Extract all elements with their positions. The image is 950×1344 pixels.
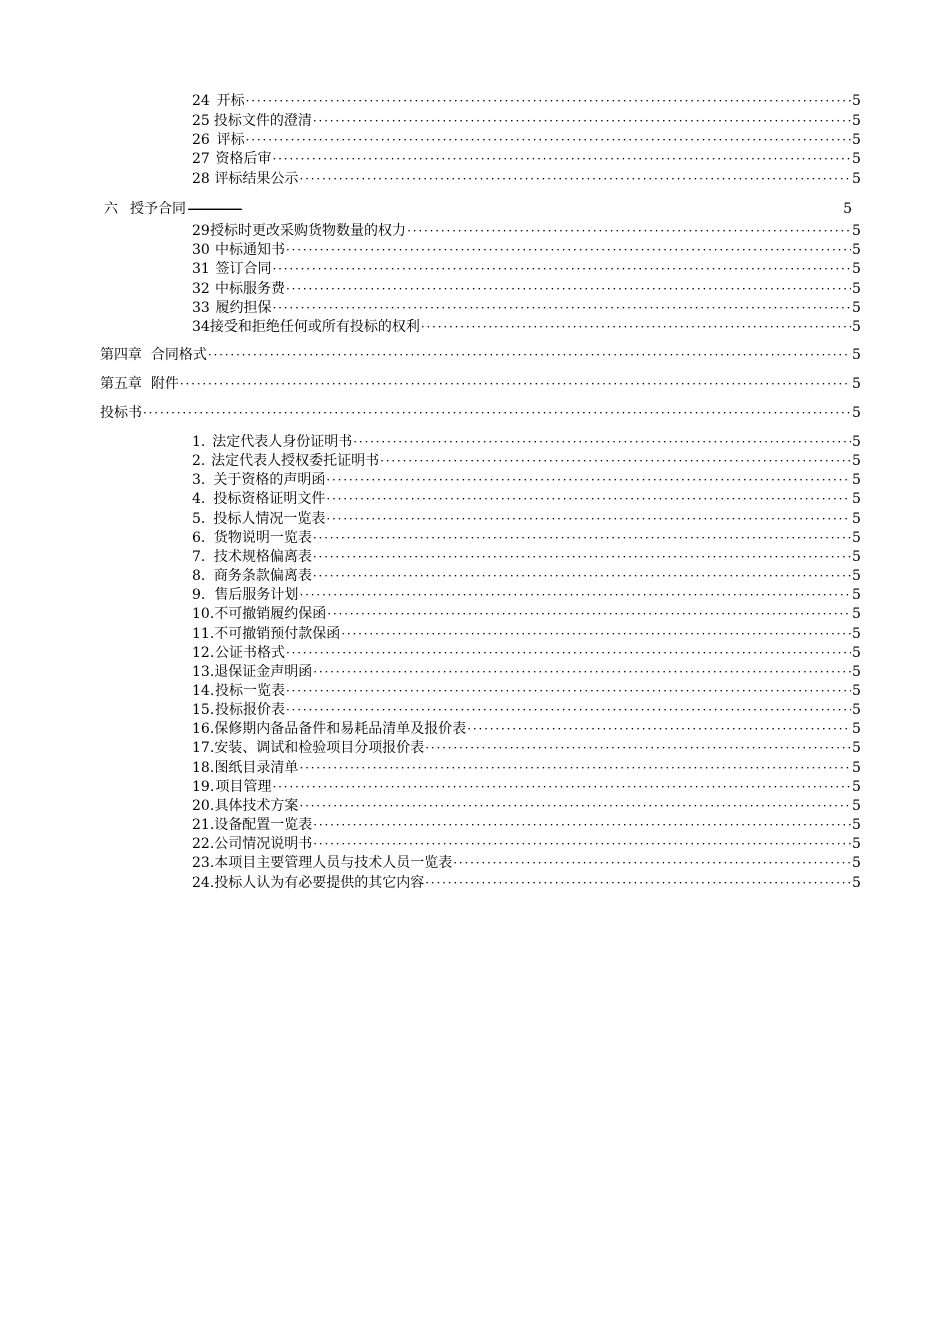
toc-entry-title: 本项目主要管理人员与技术人员一览表 (214, 855, 453, 872)
toc-entry-title: 中标通知书 (214, 242, 285, 258)
toc-entry[interactable] (192, 854, 860, 872)
toc-entry[interactable] (192, 605, 860, 623)
dot-leader (187, 200, 842, 220)
dot-leader (380, 452, 851, 470)
toc-entry-number: 33 (192, 300, 210, 316)
dot-leader (273, 778, 851, 796)
toc-entry-page: 5 (852, 319, 861, 335)
toc-entry[interactable] (192, 682, 860, 700)
dot-leader (246, 131, 851, 149)
toc-entry-title: 开标 (216, 93, 245, 109)
toc-entry-page: 5 (852, 300, 861, 316)
toc-entry-page: 5 (852, 434, 861, 450)
toc-entry-number: 32 (192, 281, 210, 297)
toc-entry-number: 31 (192, 261, 210, 277)
dot-leader (286, 701, 851, 719)
toc-entry-page: 5 (852, 510, 861, 527)
toc-entry[interactable] (192, 150, 860, 168)
toc-entry[interactable] (192, 816, 860, 834)
toc-entry[interactable] (192, 586, 860, 604)
dot-leader (313, 816, 851, 834)
toc-entry[interactable] (192, 739, 860, 757)
toc-entry-number: 23. (192, 855, 215, 872)
toc-entry-number: 18. (192, 759, 215, 776)
toc-entry-page: 5 (852, 171, 861, 187)
toc-entry-page: 5 (852, 817, 861, 833)
toc-chapter-four[interactable] (100, 346, 860, 364)
toc-entry-title: 退保证金声明函 (214, 663, 313, 680)
dot-leader (327, 605, 851, 623)
toc-entry[interactable] (192, 260, 860, 278)
toc-entry-title: 商务条款偏离表 (213, 568, 312, 584)
toc-entry-page: 5 (852, 759, 861, 776)
toc-entry-number: 9. (192, 587, 206, 604)
toc-entry-page: 5 (852, 453, 861, 470)
toc-entry-title: 设备配置一览表 (214, 817, 313, 833)
toc-entry-page: 5 (852, 242, 861, 258)
dot-leader (313, 548, 851, 566)
dot-leader (286, 280, 851, 298)
dot-leader (313, 529, 851, 547)
dot-leader (299, 170, 851, 188)
toc-entry-number: 22. (192, 836, 215, 853)
toc-entry[interactable] (192, 759, 860, 777)
toc-entry[interactable] (192, 433, 860, 451)
toc-entry-number: 14. (192, 683, 215, 699)
dot-leader (273, 260, 851, 278)
toc-entry-number: 28 (192, 171, 210, 187)
toc-entry-title: 投标人情况一览表 (213, 510, 326, 527)
dot-leader (341, 625, 851, 643)
toc-entry-number: 6. (192, 529, 206, 546)
toc-entry-title: 法定代表人身份证明书 (212, 434, 353, 450)
toc-entry-title: 接受和拒绝任何或所有投标的权利 (209, 319, 420, 335)
toc-entry-title: 签订合同 (215, 261, 272, 277)
toc-entry[interactable] (192, 874, 860, 892)
dot-leader (326, 510, 851, 528)
toc-entry[interactable] (192, 490, 860, 508)
toc-chapter-five[interactable] (100, 375, 860, 393)
toc-entry-page: 5 (852, 625, 861, 642)
dot-leader (407, 222, 851, 240)
toc-entry-number: 30 (192, 242, 210, 258)
dot-leader (421, 318, 851, 336)
toc-entry[interactable] (192, 222, 860, 240)
toc-entry-page: 5 (852, 683, 861, 699)
toc-entry-number: 34 (192, 319, 210, 335)
toc-entry[interactable] (192, 131, 860, 149)
toc-entry-page: 5 (852, 113, 861, 129)
toc-entry-number: 24 (192, 93, 210, 109)
toc-entry-title: 投标资格证明文件 (213, 491, 326, 508)
toc-entry[interactable] (192, 299, 860, 317)
toc-entry[interactable] (192, 280, 860, 298)
toc-entry-page: 5 (852, 606, 861, 623)
toc-entry-title: 投标文件的澄清 (213, 113, 312, 129)
dot-leader (326, 490, 851, 508)
toc-entry[interactable] (192, 318, 860, 336)
toc-entry-title: 图纸目录清单 (214, 759, 299, 776)
dot-leader (180, 375, 851, 393)
dot-leader (299, 586, 851, 604)
toc-entry-number: 4. (192, 491, 206, 508)
dot-leader (286, 644, 851, 662)
toc-entry[interactable] (192, 720, 860, 738)
toc-entry-title: 安装、调试和检验项目分项报价表 (214, 740, 425, 757)
dot-leader (313, 663, 851, 681)
toc-entry-number: 20. (192, 797, 215, 814)
toc-entry-page: 5 (852, 702, 861, 719)
toc-entry-number: 27 (192, 151, 210, 167)
toc-entry-title: 不可撤销预付款保函 (214, 625, 341, 642)
toc-entry-page: 5 (852, 721, 861, 738)
toc-entry-number: 29 (192, 223, 210, 239)
toc-entry-number: 3. (192, 472, 206, 489)
toc-entry-number: 5. (192, 510, 206, 527)
toc-entry-title: 关于资格的声明函 (213, 472, 326, 489)
toc-entry-title: 评标 (216, 132, 245, 148)
dot-leader (299, 759, 851, 777)
toc-entry-page: 5 (852, 151, 861, 167)
toc-section-six[interactable] (104, 200, 852, 220)
dot-leader (286, 241, 851, 259)
toc-entry[interactable] (192, 170, 860, 188)
dot-leader (313, 112, 851, 130)
toc-entry-page: 5 (852, 836, 861, 853)
toc-entry-title: 保修期内备品备件和易耗品清单及报价表 (214, 721, 467, 738)
toc-entry-title: 中标服务费 (214, 281, 285, 297)
toc-entry[interactable] (192, 644, 860, 662)
toc-entry-page: 5 (852, 874, 861, 891)
dot-leader (299, 797, 851, 815)
toc-entry-number: 24. (192, 874, 215, 891)
toc-entry[interactable] (192, 778, 860, 796)
dot-leader (467, 720, 851, 738)
toc-entry-title: 法定代表人授权委托证明书 (211, 453, 380, 470)
toc-entry-page: 5 (852, 740, 861, 757)
toc-entry-page: 5 (852, 93, 861, 109)
dot-leader (273, 150, 851, 168)
toc-entry-title: 第五章 附件 (100, 376, 179, 392)
toc-entry-page: 5 (852, 778, 861, 795)
toc-entry-page: 5 (852, 132, 861, 148)
toc-entry-number: 2. (192, 453, 206, 470)
toc-entry-title: 投标一览表 (214, 683, 285, 699)
toc-entry[interactable] (192, 471, 860, 489)
toc-entry[interactable] (192, 92, 860, 110)
toc-entry[interactable] (192, 241, 860, 259)
toc-entry-title: 资格后审 (215, 151, 272, 167)
toc-entry-page: 5 (852, 472, 861, 489)
toc-entry-page: 5 (852, 529, 861, 546)
toc-entry-title: 投标人认为有必要提供的其它内容 (214, 874, 425, 891)
toc-entry[interactable] (192, 529, 860, 547)
toc-entry-page: 5 (852, 644, 861, 661)
toc-entry-title: 公司情况说明书 (214, 836, 313, 853)
toc-entry[interactable] (192, 797, 860, 815)
toc-entry-page: 5 (852, 548, 861, 565)
toc-entry-page: 5 (852, 347, 861, 363)
toc-entry-title: 投标书 (100, 405, 142, 421)
toc-entry-title: 公证书格式 (214, 644, 285, 661)
toc-entry-page: 5 (852, 491, 861, 508)
toc-entry-title: 授标时更改采购货物数量的权力 (210, 223, 407, 239)
toc-entry-number: 16. (192, 721, 215, 738)
toc-entry-page: 5 (852, 223, 861, 239)
toc-entry-number: 10. (192, 606, 215, 623)
toc-entry-number: 25 (192, 113, 210, 129)
toc-entry-number: 1. (192, 434, 206, 450)
dot-leader (208, 346, 851, 364)
dot-leader (425, 739, 851, 757)
toc-entry-title: 具体技术方案 (214, 797, 299, 814)
toc-entry-title: 不可撤销履约保函 (214, 606, 327, 623)
dot-leader (425, 874, 851, 892)
toc-entry[interactable] (192, 112, 860, 130)
dot-leader (246, 92, 851, 110)
toc-entry[interactable] (192, 548, 860, 566)
toc-entry-page: 5 (852, 587, 861, 604)
toc-entry-page: 5 (852, 281, 861, 297)
toc-entry-title: 投标报价表 (214, 702, 285, 719)
toc-entry-page: 5 (852, 663, 861, 680)
toc-entry[interactable] (192, 835, 860, 853)
toc-entry-page: 5 (852, 568, 861, 584)
toc-entry-number: 19. (192, 778, 215, 795)
toc-entry-title: 项目管理 (215, 778, 272, 795)
toc-entry[interactable] (192, 625, 860, 643)
toc-entry-number: 17. (192, 740, 215, 757)
dot-leader (326, 471, 851, 489)
toc-entry-title: 售后服务计划 (214, 587, 299, 604)
dot-leader (313, 835, 851, 853)
toc-entry[interactable] (192, 452, 860, 470)
toc-entry-title: 评标结果公示 (214, 171, 299, 187)
toc-entry-number: 15. (192, 702, 215, 719)
toc-entry-page: 5 (852, 855, 861, 872)
toc-entry-number: 13. (192, 663, 215, 680)
toc-entry-number: 11. (192, 625, 215, 642)
toc-bid-book[interactable] (100, 404, 860, 422)
toc-entry[interactable] (192, 663, 860, 681)
toc-entry-title: 授予合同 (130, 201, 186, 217)
dot-leader (286, 682, 851, 700)
dot-leader (273, 299, 851, 317)
dot-leader (313, 567, 851, 585)
toc-entry-title: 货物说明一览表 (213, 529, 312, 546)
toc-entry-number: 12. (192, 644, 215, 661)
dot-leader (143, 404, 851, 422)
toc-entry[interactable] (192, 510, 860, 528)
toc-entry-page: 5 (852, 376, 861, 392)
toc-entry-title: 第四章 合同格式 (100, 347, 207, 363)
toc-entry-number: 7. (192, 548, 206, 565)
toc-entry-title: 技术规格偏离表 (213, 548, 312, 565)
toc-entry-page: 5 (843, 201, 852, 217)
toc-entry-number: 8. (192, 568, 206, 584)
toc-entry-page: 5 (852, 261, 861, 277)
toc-entry-title: 履约担保 (215, 300, 272, 316)
dot-leader (353, 433, 851, 451)
dot-leader (453, 854, 851, 872)
toc-entry-page: 5 (852, 797, 861, 814)
toc-entry-number: 21. (192, 817, 215, 833)
toc-entry-page: 5 (852, 405, 861, 421)
toc-entry-number: 六 (104, 201, 118, 217)
toc-entry-number: 26 (192, 132, 210, 148)
toc-entry[interactable] (192, 701, 860, 719)
toc-entry[interactable] (192, 567, 860, 585)
